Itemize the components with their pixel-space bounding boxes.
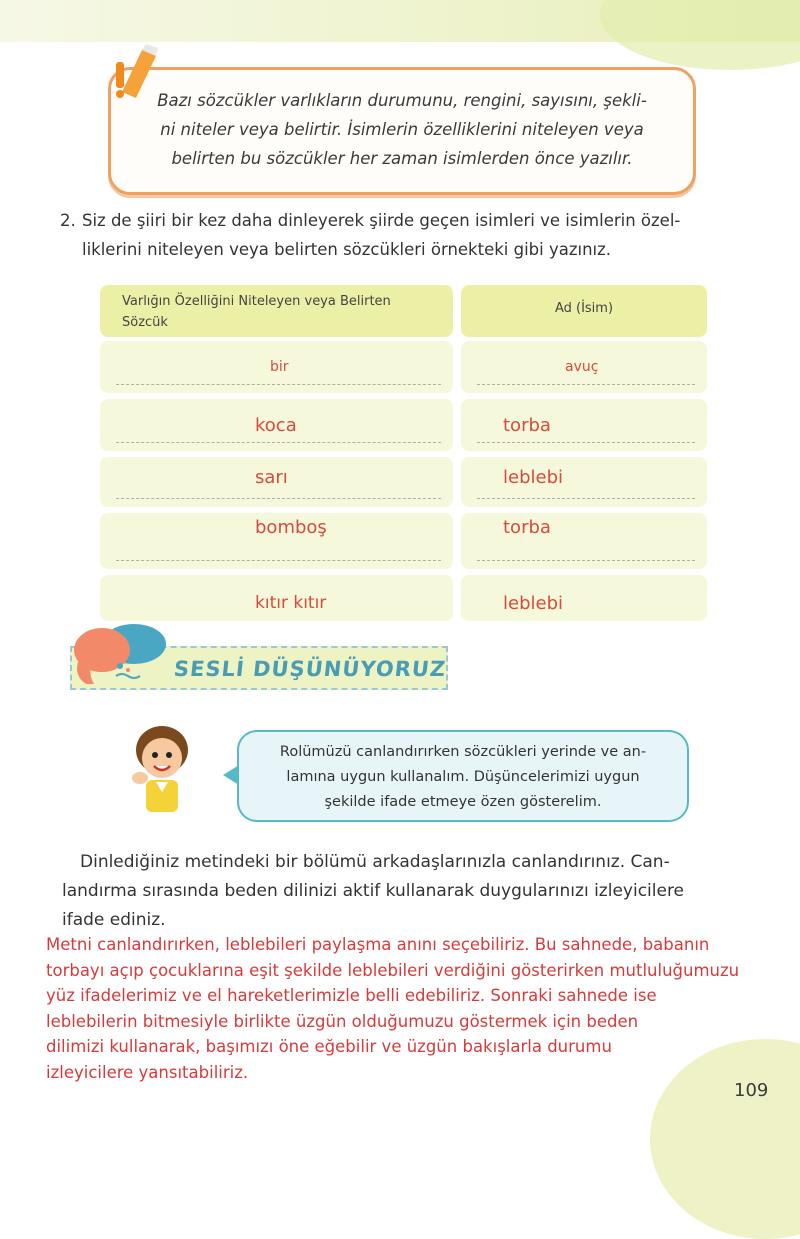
cell-value: sarı [255,467,288,488]
thinking-heads-icon [64,620,174,692]
table-row-1-left [100,341,453,393]
table-row-1-right [461,341,707,393]
boy-character-icon [128,722,196,814]
table-row-5-left [100,575,453,621]
paragraph-line: landırma sırasında beden dilinizi aktif kullanarak duygularınızı izleyicilere [62,881,685,901]
cell-value: kıtır kıtır [255,593,327,613]
table-row-5-right [461,575,707,621]
info-line: Bazı sözcükler varlıkların durumunu, rengini, sayısını, şekli- [157,91,647,110]
answer-line: dilimizi kullanarak, başımızı öne eğebilir ve üzgün bakışlarla durumu [46,1037,612,1057]
cell-value: koca [255,415,297,436]
header-right-label: Ad (İsim) [554,301,614,316]
answer-line: torbayı açıp çocuklarına eşit şekilde leblebileri verdiğini gösterirken mutluluğumuzu [46,960,740,980]
table-row-4-left [100,513,453,569]
top-corner-decoration [600,0,800,70]
info-line: ni niteler veya belirtir. İsimlerin özelliklerini niteleyen veya [160,120,644,139]
question-line: Siz de şiiri bir kez daha dinleyerek şiirde geçen isimleri ve isimlerin özel- [82,211,681,230]
pencil-exclamation-icon [112,44,160,98]
table-header-left [100,285,453,337]
answer-line: izleyicilere yansıtabiliriz. [46,1062,249,1082]
bubble-line: şekilde ifade etmeye özen gösterelim. [324,794,602,810]
answer-line: Metni canlandırırken, leblebileri paylaşma anını seçebiliriz. Bu sahnede, babanın [46,935,710,954]
table-row-3-left [100,457,453,507]
page-number: 109 [734,1080,769,1101]
table-row-2-right [461,399,707,451]
speech-bubble [237,730,689,822]
paragraph-line: Dinlediğiniz metindeki bir bölümü arkadaşlarınızla canlandırınız. Can- [80,852,670,872]
cell-value: leblebi [503,467,564,488]
cell-value: leblebi [503,593,564,614]
info-line: belirten bu sözcükler her zaman isimlerden önce yazılır. [171,149,633,168]
table-header-right [461,285,707,337]
paragraph-line: ifade ediniz. [62,910,166,930]
answer-line: leblebilerin bitmesiyle birlikte üzgün olduğumuzu göstermek için beden [46,1011,639,1031]
instruction-paragraph [62,848,758,935]
section-title: SESLİ DÜŞÜNÜYORUZ [172,657,448,681]
cell-value: torba [503,415,551,436]
cell-value: torba [503,517,551,538]
cell-value: bir [270,359,289,375]
table-row-3-right [461,457,707,507]
cell-value: avuç [565,359,599,375]
header-left-line: Sözcük [122,315,168,330]
cell-value: bomboş [255,517,327,538]
table-row-4-right [461,513,707,569]
info-box [108,67,696,195]
answer-line: yüz ifadelerimiz ve el hareketlerimizle belli edebiliriz. Sonraki sahnede ise [46,986,657,1006]
question-line: liklerini niteleyen veya belirten sözcükleri örnekteki gibi yazınız. [82,240,612,259]
info-text [123,86,681,173]
sesli-dusunuyoruz-section [64,620,454,700]
header-left-line: Varlığın Özelliğini Niteleyen veya Belirten [122,294,391,309]
bubble-line: lamına uygun kullanalım. Düşüncelerimizi uygun [286,769,640,785]
question-number: 2. [60,211,76,230]
table-row-2-left [100,399,453,451]
bubble-line: Rolümüzü canlandırırken sözcükleri yerinde ve an- [279,744,647,760]
answer-text [46,932,786,1086]
